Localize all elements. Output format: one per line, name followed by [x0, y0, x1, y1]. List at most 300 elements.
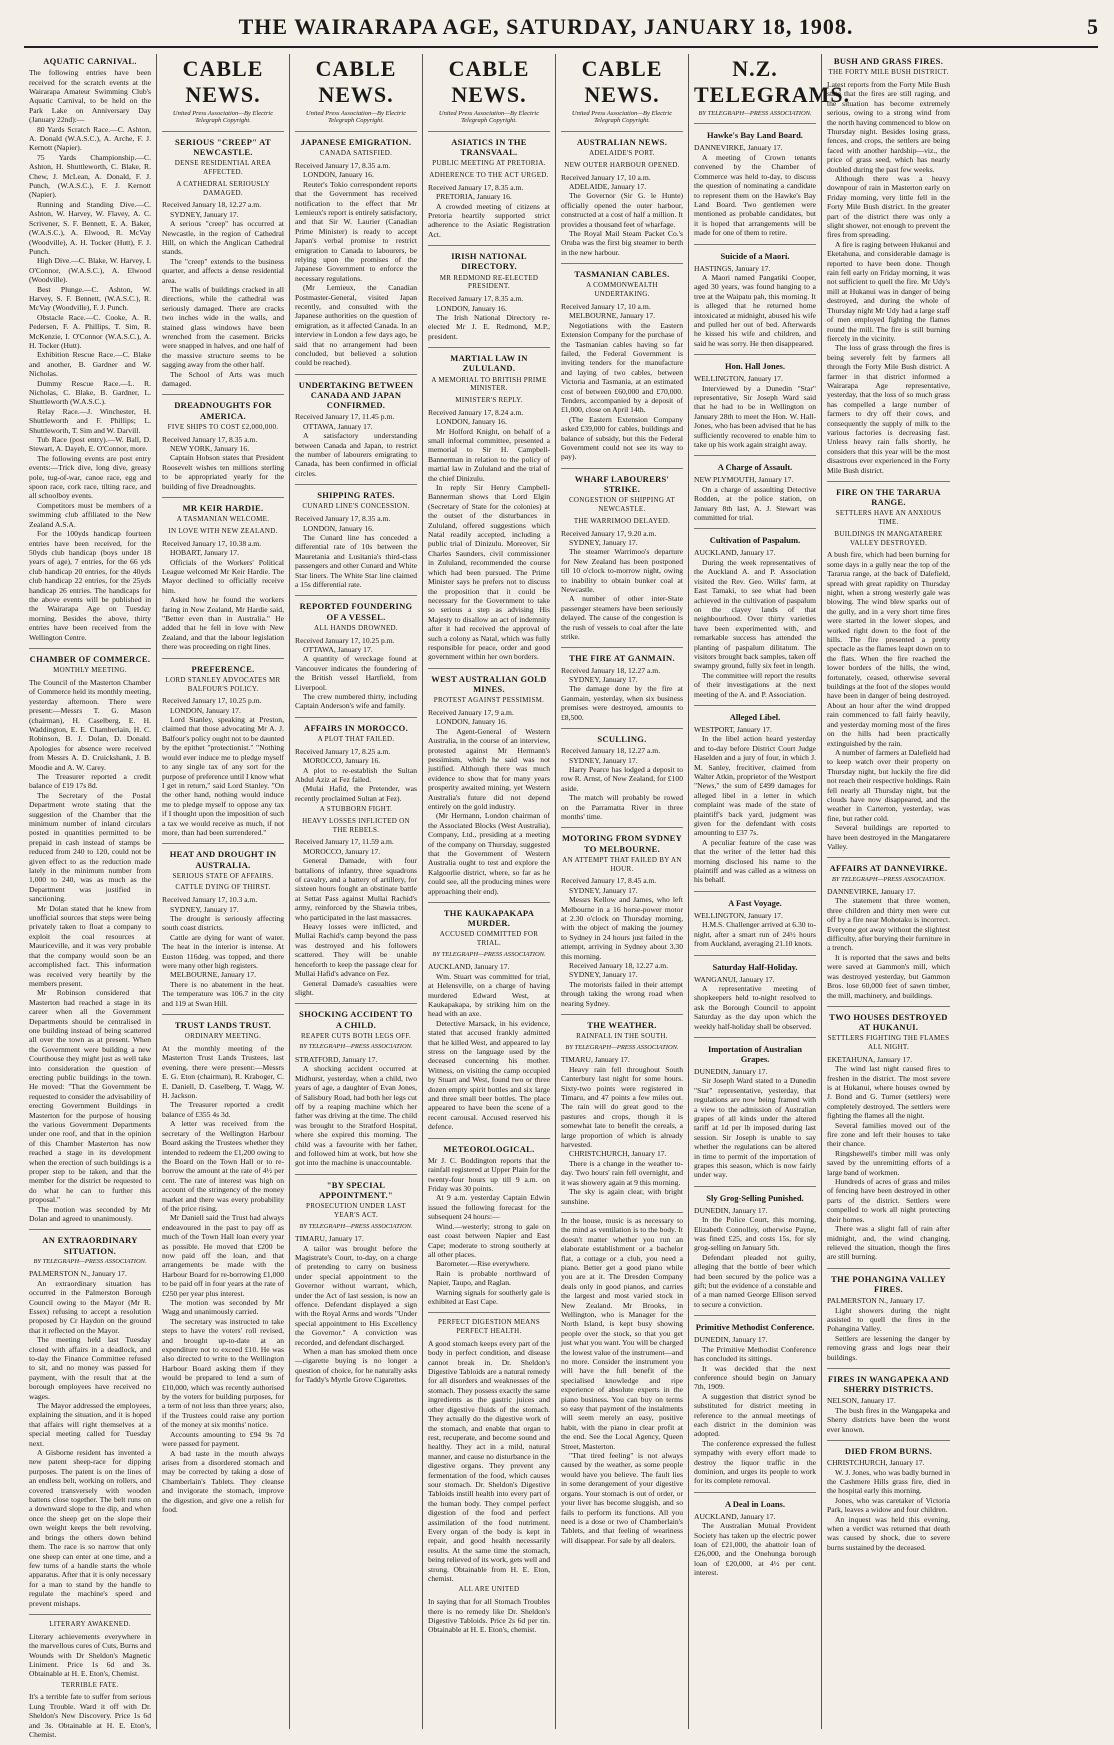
article-paragraph: Barometer.—Rise everywhere.: [436, 1259, 530, 1269]
article-canada-japan: [295, 374, 417, 478]
article-paragraph: The Primitive Methodist Conference has concluded its sittings.: [694, 1344, 816, 1364]
article-paragraph: (Mr Lemieux, the Canadian Postmaster-General, visited Japan recently, and consulted with the Japanese authorities on the question of emigration, as it affected Canada. In an interview in London a few days ago, he said that no arrangement had been concluded, but believed a solution could be reached).: [295, 283, 417, 368]
telegram-heading: Saturday Half-Holiday.: [712, 961, 798, 972]
dateline: Received January 17, 8.35 a.m.: [295, 514, 391, 524]
article-paragraph: The Royal Mail Steam Packet Co.'s Oruba was the first big steamer to berth in the new harbour.: [561, 229, 683, 257]
dateline: Received January 18, 12.27 a.m.: [162, 200, 262, 210]
article-paragraph: The following entries have been received for the scratch events at the Wairarapa Amateur Swimming Club's Aquatic Carnival, to be held on the Park Lake on Anniversary Day (January 22nd):—: [29, 68, 151, 125]
article-weather: [561, 1014, 683, 1206]
advertisements: [561, 1212, 683, 1545]
telegram-heading: Hon. Hall Jones.: [725, 361, 785, 372]
article-subheading: CUNARD LINE'S CONCESSION.: [302, 502, 410, 511]
article-wangapeka: [827, 1368, 950, 1434]
article-died-from-burns: [827, 1440, 950, 1552]
section-banner: CABLE NEWS.: [182, 56, 264, 107]
article-extraordinary-situation: [29, 1229, 151, 1607]
article-wharf-strike: [561, 468, 683, 642]
dateline: Received January 18, 12.27 a.m.: [561, 665, 661, 675]
telegram-assault: [694, 455, 816, 522]
telegram-fast-voyage: [694, 891, 816, 949]
article-paragraph: Warning signals for southerly gale is exhibited at East Cape.: [428, 1287, 550, 1306]
telegram-heading: Cultivation of Paspalum.: [709, 535, 801, 546]
article-paragraph: The match will probably be rowed on the Parramatta River in three months' time.: [561, 793, 683, 822]
dateline: STRATFORD, January 17.: [295, 1054, 378, 1064]
article-subheading: AN ATTEMPT THAT FAILED BY AN HOUR.: [562, 855, 682, 873]
telegram-methodist: [694, 1315, 816, 1486]
telegram-libel: [694, 705, 816, 885]
article-paragraph: A representative meeting of shopkeepers held to-night resolved to ask the Borough Council to appoint Saturday as the day upon which the weekly half-holiday shall be observed.: [694, 983, 816, 1031]
article-subheading: NEW OUTER HARBOUR OPENED.: [564, 160, 680, 169]
article-paragraph: The Cunard line has conceded a differential rate of 10s between the Mauretania and Lusitania's third-class passengers and other Cunard and White Star liners. The White Star line claimed a 15s differential rate.: [295, 532, 417, 589]
telegram-heading: A Charge of Assault.: [717, 462, 793, 473]
article-foundering: [295, 595, 417, 710]
article-paragraph: The following events are post entry events:—Trick dive, long dive, greasy pole, tug-of-war, canoe race, egg and spoon race, cork race, tilting race, and all schoolboy events.: [29, 453, 151, 501]
article-chamber-of-commerce: [29, 648, 151, 1224]
article-heading: SERIOUS "CREEP" AT NEWCASTLE.: [175, 136, 271, 158]
advertisements: [428, 1312, 550, 1634]
press-credit: BY TELEGRAPH—PRESS ASSOCIATION.: [565, 1043, 679, 1051]
article-paragraph: At 9 a.m. yesterday Captain Edwin issued the following forecast for the subsequent 24 hours:—: [428, 1193, 550, 1222]
article-preference: [162, 658, 284, 838]
article-subheading: IN LOVE WITH NEW ZEALAND.: [168, 526, 278, 535]
dateline: LONDON, January 16.: [436, 417, 507, 427]
article-paragraph: The motion was seconded by Mr Dolan and agreed to unanimously.: [29, 1204, 151, 1224]
dateline: CHRISTCHURCH, January 17.: [827, 1458, 925, 1468]
article-subheading: PROSECUTION UNDER LAST YEAR'S ACT.: [306, 1202, 406, 1219]
dateline: Received January 17, 8.35 a.m.: [428, 294, 524, 304]
article-paragraph: A tailor was brought before the Magistrate's Court, to-day, on a charge of pretending to carry on business under special appointment to the Governor without warrant, which, under the Act of last session, is now an offence. Defendant displayed a sign with the Royal Arms and words "Under special appointment to His Excellency the Governor." A conviction was recorded, and defendant discharged.: [295, 1243, 417, 1347]
article-heading: THE KAUKAPAKAPA MURDER.: [443, 908, 535, 929]
article-tararua-fire: [827, 481, 950, 851]
article-paragraph: Wm. Stuart was committed for trial, at Helensville, on a charge of having murdered Edward West, at Kaukapakapa, by striking him on the head with an axe.: [428, 971, 550, 1019]
article-zululand: [428, 347, 550, 662]
dateline: Received January 17, 8.35 a.m.: [162, 434, 258, 444]
article-heading: JAPANESE EMIGRATION.: [300, 136, 412, 147]
article-paragraph: In reply Sir Henry Campbell-Bannerman shows that Lord Elgin (Secretary of State for the colonies) at the outset of the disturbances in Zululand, offered suggestions which Natal readily accepted, including a public trial of Dinizulu. Moreover, Sir Charles Saunders, civil commissioner in Zululand, recommended the course which had been pursued. The Prime Minister says he prefers not to discuss the proposition that it could be necessary for the Government to take so serious a step as advising His Majesty to disallow an act of indemnity after it had received the approval of such a colony as Natal, which was fully responsible for peace, order and good government within her own borders.: [428, 483, 550, 662]
article-paragraph: A plot to re-establish the Sultan Abdul Aziz at Fez failed.: [295, 765, 417, 784]
telegram-heading: Suicide of a Maori.: [720, 250, 790, 261]
article-heading: BUSH AND GRASS FIRES.: [833, 56, 944, 66]
article-kaukapakapa-murder: [428, 902, 550, 1132]
article-heading: ASIATICS IN THE TRANSVAAL.: [451, 136, 527, 158]
article-heading: TWO HOUSES DESTROYED AT HUKANUI.: [829, 1011, 948, 1033]
article-paragraph: Lord Stanley, speaking at Preston, claimed that those advocating Mr A. J. Balfour's policy ought not to be daunted by the epithet "protectionist." "Nothing would ever induce me to pledge myself to any single tax of any sort for the purpose of preference until I know what I get in return," said Lord Stanley. "On the other hand, nothing would induce me to pledge myself to oppose any tax if I thought upon the imposition of such a tax we would receive as much, if not more, than had been surrendered.": [162, 715, 285, 837]
article-subheading: ACCUSED COMMITTED FOR TRIAL.: [439, 930, 539, 948]
article-paragraph: The loss of grass through the fires is being severely felt by farmers all through the Forty Mile Bush district. A farmer in that district informed a Wairarapa Age representative, yesterday, that the loss of so much grass has compelled a large number of farmers to dry off their cows, and consequently the supply of milk to the various factories is decreasing fast. Unless heavy rain falls shortly, he considers that this year will be the most disastrous ever experienced in the Forty Mile Bush district.: [827, 343, 950, 475]
article-newcastle-creep: [162, 131, 284, 389]
article-heat-drought: [162, 843, 284, 1008]
article-paragraph: Defendant pleaded not guilty, alleging that the bottle of beer which had been secured by the police was a gift; but the evidence of a constable and of a man named George Ellison served to secure a conviction.: [694, 1252, 816, 1309]
article-australian-news: [561, 131, 683, 257]
article-paragraph: It is reported that the saws and belts were saved at Gammon's mill, which was destroyed yesterday, but Gammon Bros. lose 60,000 feet of sawn timber, the mill, machinery, and buildings.: [827, 952, 950, 1000]
page-number: 5: [1087, 14, 1098, 39]
dateline: MELBOURNE, January 17.: [170, 970, 257, 980]
dateline: WELLINGTON, January 17.: [694, 910, 783, 920]
telegram-half-holiday: [694, 955, 816, 1031]
article-paragraph: The wind last night caused fires to freshen in the district. The most severe is at Hukanui, where houses owned by J. Bond and G. Turner (settlers) were completely destroyed. The settlers were fighting the flames all the night.: [827, 1064, 950, 1121]
dateline: Received January 17, 11.45 p.m.: [295, 412, 395, 422]
article-heading: AFFAIRS IN MOROCCO.: [304, 722, 408, 733]
dateline: SYDNEY, January 17.: [569, 755, 638, 765]
article-paragraph: Heavy rain fell throughout South Canterbury last night for some hours. Sixty-two points were registered in Timaru, and 47 points a few miles out. The rain will do great good to the pastures and crops, though it is somewhat late to benefit the cereals, a large proportion of which is already harvested.: [561, 1064, 683, 1150]
press-credit: BY TELEGRAPH—PRESS ASSOCIATION.: [299, 1043, 413, 1051]
article-paragraph: A number of farmers at Dalefield had to keep watch over their property on Thursday night, but luckily the fire did not reach their respective holdings. Rain fell nearly all Thursday night, but the clouds have now disappeared, and the weather in Carterton, yesterday, was fine, but rather cold.: [827, 747, 950, 823]
article-heading: TRUST LANDS TRUST.: [174, 1020, 272, 1031]
dateline: Received January 17, 8.25 a.m.: [295, 746, 391, 756]
dateline: PALMERSTON N., January 17.: [827, 1296, 925, 1306]
article-paragraph: The "creep" extends to the business quarter, and affects a dense residential area.: [162, 256, 284, 285]
article-paragraph: High Dive.—C. Blake, W. Harvey, I. O'Connor, (W.A.S.C.), A. Elwood (Woodville).: [29, 256, 151, 285]
dateline: DUNEDIN, January 17.: [694, 1335, 768, 1345]
article-paragraph: The Treasurer reported a credit balance of £355 4s 3d.: [162, 1100, 284, 1119]
article-subheading: CANADA SATISFIED.: [319, 149, 393, 158]
press-credit: BY TELEGRAPH—PRESS ASSOCIATION.: [698, 110, 812, 117]
dateline: PRETORIA, January 16.: [436, 192, 512, 202]
article-paragraph: At the monthly meeting of the Masterton Trust Lands Trustees, last evening, there were present:—Messrs E. G. Eton (chairman), R. Kraboger, C. E. Daniell, D. Caselberg, T. Wagg, W. H. Jackson.: [162, 1044, 284, 1101]
article-paragraph: For the 100yds handicap fourteen entries have been received, for the 50yds club handicap (boys under 18 years of age), 7 entries, for the 66 yds club handicap 20 entries, for the 40yds club handicap 22 entries, for the 25yds handicap 26 entries. The handicaps for the above events will be published in the Wairarapa Age on Tuesday morning. Besides the above, thirty entries have been received from the Wellington Centre.: [29, 529, 151, 642]
article-subheading: MINISTER'S REPLY.: [455, 396, 523, 405]
article-subheading: HEAVY LOSSES INFLICTED ON THE REBELS.: [302, 816, 410, 834]
dateline: CHRISTCHURCH, January 17.: [569, 1149, 667, 1159]
masthead-title: THE WAIRARAPA AGE, SATURDAY, JANUARY 18, 1908.: [238, 14, 854, 39]
dateline: SYDNEY, January 17.: [569, 885, 638, 895]
article-paragraph: Several buildings are reported to have been destroyed in the Mangatarere Valley.: [827, 823, 950, 851]
article-paragraph: Relay Race.—J. Winchester, H. Shuttleworth and F. Phillips; L. Shuttleworth, T. Sim and W. Darvill.: [29, 406, 151, 435]
article-paragraph: Cattle are dying for want of water. The heat in the interior is intense. At Euston 116deg. was topped, and there were many other high registers.: [162, 932, 284, 971]
article-paragraph: Wind.—westerly; strong to gale on east coast between Napier and East Cape; moderate to strong southerly at all other places.: [428, 1221, 550, 1259]
article-paragraph: A Gisborne resident has invented a new patent sheep-race for dipping purposes. The patent is on the lines of an endless belt, working on rollers, and covered transversely with wooden battens close together. The belt runs on a downward slope to the dip, and when once the sheep get on the slope their own weight keeps the belt revolving, and brings the others down behind them. The race is so narrow that only one sheep can enter at one time, and a few turns of a handle starts the whole apparatus. After that it is only necessary for a man to stand by the handle to regulate the machine's speed and prevent mishaps.: [29, 1448, 151, 1608]
article-paragraph: The sky is again clear, with bright sunshine.: [561, 1187, 683, 1206]
dateline: AUCKLAND, January 17.: [428, 962, 510, 972]
article-paragraph: The walls of buildings cracked in all directions, while the cathedral was seriously damaged. There are cracks two inches wide in the walls, and stained glass windows have been wrenched from the casement. Bricks were snapped in halves, and one half of the massive structure seems to be sagging away from the other half.: [162, 284, 284, 370]
article-paragraph: In the libel action heard yesterday and to-day before District Court Judge Haselden and a jury of four, in which J. M. Sanley, frecitiver, claimed from Walter Atkin, proprietor of the Westport "News," the sum of £499 damages for alleged libel in a letter in which complaint was made of the state of plaintiff's back yard, judgment was given for the defendant with costs amounting to £37 7s.: [694, 734, 816, 838]
article-dreadnoughts: [162, 394, 284, 491]
article-subheading: ORDINARY MEETING.: [184, 1032, 262, 1041]
telegram-grapes: [694, 1037, 816, 1180]
dateline: TIMARU, January 17.: [561, 1055, 630, 1065]
article-subheading: MONTHLY MEETING.: [53, 666, 127, 675]
article-paragraph: (Mr Hermann, London chairman of the Associated Blocks (West Australia), Company, Ltd., presiding at a meeting of the company on Thursday, suggested that the Government of Western Australia ought to test and explore the Kalgoorlie district, where, so far as he could see, all the producing mines were approaching their end).: [428, 811, 550, 896]
article-heading: WHARF LABOURERS' STRIKE.: [574, 473, 670, 495]
article-subheading: SETTLERS HAVE AN ANXIOUS TIME.: [835, 509, 942, 527]
dateline: WESTPORT, January 17.: [694, 724, 772, 734]
article-paragraph: The drought is seriously affecting south coast districts.: [162, 914, 284, 933]
dateline: Received January 17, 8.35 a.m.: [428, 182, 524, 192]
article-dannevirke: [827, 857, 950, 1000]
article-paragraph: The Secretary of the Postal Department wrote stating that the suggestion of the Chamber that the minimum number of inland circulars posted in quantities permitted to be prepaid in cash instead of stamps be reduced from 240 to 120, could not be given effect to as the reduction made lately in the minimum number from 1,000 to 240, was as much as the Department was justified in sanctioning.: [29, 790, 151, 904]
dateline: DUNEDIN, January 17.: [694, 1066, 768, 1076]
dateline: LONDON, January 16.: [436, 303, 507, 313]
article-subheading: LORD STANLEY ADVOCATES MR BALFOUR'S POLICY.: [165, 675, 281, 693]
dateline: Received January 17, 8.35 a.m.: [295, 160, 391, 170]
dateline: MOROCCO, January 17.: [303, 846, 381, 856]
article-paragraph: A quantity of wreckage found at Vancouver indicates the foundering of the British vessel Hartfield, from Liverpool.: [295, 654, 417, 692]
ad-text: "That tired feeling" is not always caused by the weather, as some people would have you believe. The fault lies in some derangement of your digestive organs. Your stomach is out of order, or your liver has become sluggish, and so fails to perform its functions. All you need is a dose or two of Chamberlain's Tablets, and that feeling of weariness will disappear. For sale by all dealers.: [561, 1451, 683, 1545]
article-heading: CHAMBER OF COMMERCE.: [29, 653, 151, 664]
article-paragraph: A Maori named Pangatiki Cooper, aged 30 years, was found hanging to a tree at the Waipatu pah, this morning. It is alleged that he returned home intoxicated at midnight, abused his wife and pulled her out of bed. Afterwards he kissed his wife and children, and said he was sorry. He then disappeared.: [694, 272, 816, 348]
article-hukanui: [827, 1006, 950, 1262]
article-paragraph: Messrs Kellow and James, who left Melbourne in a 16 horse-power motor at 2.30 o'clock on Thursday morning, with the object of making the journey to Sydney in 24 hours just failed in the attempt, arriving in Sydney about 3.30 this morning.: [561, 895, 683, 961]
article-paragraph: There is a change in the weather to-day. Two hours' rain fell overnight, and it was showery again at 9 this morning.: [561, 1158, 683, 1187]
article-paragraph: General Damade's casualties were slight.: [295, 978, 417, 997]
article-heading: REPORTED FOUNDERING OF A VESSEL.: [299, 601, 413, 622]
article-heading: IRISH NATIONAL DIRECTORY.: [451, 251, 527, 272]
advertisements: [29, 1614, 151, 1740]
dateline: LONDON, January 16.: [303, 523, 374, 533]
column-4: [423, 54, 556, 1729]
section-banner: CABLE NEWS.: [581, 56, 663, 107]
press-credit: BY TELEGRAPH—PRESS ASSOCIATION.: [33, 1257, 147, 1265]
dateline: SYDNEY, January 17.: [569, 674, 638, 684]
article-paragraph: The motion was seconded by Mr Wagg and unanimously carried.: [162, 1298, 284, 1317]
article-heading: SHOCKING ACCIDENT TO A CHILD.: [299, 1009, 413, 1030]
article-paragraph: The statement that three women, three children and thirty men were cut off by a fire near Mohotaku is incorrect. Everyone got away without the slightest difficulty, after burying their furniture in a trench.: [827, 896, 950, 953]
dateline: LONDON, January 16.: [436, 717, 507, 727]
press-credit: United Press Association—By Electric Telegraph Copyright.: [571, 110, 673, 125]
article-paragraph: Best Plunge.—C. Ashton, W. Harvey, S. F. Bennett, (W.A.S.C.), R. McVay (Woodville), F. J. Punch.: [29, 284, 151, 313]
dateline: AUCKLAND, January 17.: [694, 1511, 776, 1521]
article-subheading: A MEMORIAL TO BRITISH PRIME MINISTER.: [431, 375, 547, 393]
telegram-heading: Hawke's Bay Land Board.: [707, 130, 803, 141]
column-7: [822, 54, 955, 1729]
article-paragraph: Harry Pearce has lodged a deposit to row R. Arnst, of New Zealand, for £100 aside.: [561, 765, 683, 793]
dateline: SYDNEY, January 17.: [170, 904, 239, 914]
article-shocking-accident: [295, 1003, 417, 1167]
column-2: [157, 54, 290, 1729]
article-paragraph: (Mulai Hafid, the Pretender, was recently proclaimed Sultan at Fez).: [295, 784, 417, 803]
article-subheading: BUILDINGS IN MANGATARERE VALLEY DESTROYED.: [834, 529, 943, 547]
telegram-heading: Importation of Australian Grapes.: [708, 1043, 802, 1064]
article-paragraph: Several families moved out of the fire zone and left their houses to take their chance.: [827, 1120, 950, 1149]
article-ganmain-fire: [561, 647, 683, 722]
ad-text: A good stomach keeps every part of the body in perfect condition, and disease cannot break in. Dr. Sheldon's Digestive Tabloids are a natural remedy for all disorders and weaknesses of the stomach. They possess exactly the same ingredients as the gastric juices and other digestive fluids of the stomach. They actually do the digestive work of the stomach, and enable that organ to rest, recuperate, and become sound and healthy. They act in a mild, natural manner, and cause no disturbance in the digestive organs. They prevent any fermentation of the food, which causes sour stomach. Dr. Sheldon's Digestive Tabloids instill health into every part of the human body. They compel perfect digestion of the food and perfect assimilation of the food nutriment. Every organ of the body is kept in repair, and good health necessarily results. At the same time the stomach, being relieved of its work, gets well and strong. Obtainable from H. E. Eton, chemist.: [428, 1338, 550, 1583]
dateline: Received January 17, 10.3 a.m.: [162, 895, 258, 905]
column-5: [556, 54, 689, 1729]
article-paragraph: The committee will report the results of their investigations at the next meeting of the A. and P. Association.: [694, 670, 816, 699]
telegram-heading: Primitive Methodist Conference.: [695, 1322, 815, 1333]
dateline: ADELAIDE, January 17.: [569, 182, 647, 192]
article-paragraph: An extraordinary situation has occurred in the Palmerston Borough Council owing to the Mayor (Mr R. Essex) refusing to accept a resolution proposed by Cr Haydon on the ground that it reflected on the Mayor.: [29, 1278, 151, 1335]
dateline: Received January 18, 12.27 a.m.: [561, 746, 661, 756]
dateline: DANNEVIRKE, January 17.: [827, 887, 916, 897]
article-paragraph: The meeting held last Tuesday closed with affairs in a deadlock, and to-day the Finance Committee refused to sit, and no money was passed for payment, with the result that at the borough employees have received no wages.: [29, 1335, 151, 1401]
dateline: Received January 18, 12.27 a.m.: [569, 960, 669, 970]
article-paragraph: W. J. Jones, who was badly burned in the Cashmere Hills grass fire, died in the hospital early this morning.: [827, 1467, 950, 1496]
article-paragraph: A bush fire, which had been burning for some days in a gully near the top of the Tararua range, at the back of Dalefield, spread with great rapidity on Thursday night, when a strong westerly gale was blowing. The wind blew sparks out of the gully, and in a very short time fires were started in the lower slopes, and worked right down to the foot of the hills. The fire presented a pretty spectacle as the flames leapt down on to the flats. When the fire reached the lower borders of the hills, the wind, fortunately, ceased, otherwise several buildings at the foot of the slopes would have been in danger of being destroyed. About an hour after the wind dropped rain commenced to fall fairly heavily, and yesterday morning most of the fires on the hills had been practically extinguished by the rain.: [827, 550, 950, 748]
telegram-hawkes-bay: [694, 123, 816, 237]
article-paragraph: Light showers during the night assisted to quell the fires in the Pohangina Valley.: [827, 1305, 950, 1334]
article-heading: SCULLING.: [597, 734, 647, 744]
telegram-suicide: [694, 244, 816, 349]
article-subheading: A PLOT THAT FAILED.: [317, 734, 395, 743]
article-paragraph: Interviewed by a Dunedin "Star" representative, Sir Joseph Ward said that he had to be in Wellington on January 28th to meet the Hon. W. Hall-Jones, who has been advised that he has sufficiently recovered to enable him to take up his work again straight away.: [694, 383, 816, 450]
article-paragraph: During the week representatives of the Auckland A. and P. Association visited the Rev. Geo. Wilks' farm, at East Tamaki, to see what had been achieved in the cultivation of paspalum on the clayey lands of that neighbourhood. Over thirty varieties have been experimented with, and remarkable success has attended the planting of paspalum dilitatum. The visitors brought back samples, taken off swampy ground, fully six feet in length.: [694, 557, 816, 671]
ad-heading: PERFECT DIGESTION MEANS PERFECT HEALTH.: [437, 1318, 541, 1336]
press-credit: BY TELEGRAPH—PRESS ASSOCIATION.: [299, 1222, 413, 1230]
column-3: [290, 54, 423, 1729]
article-aquatic-carnival: [29, 56, 151, 642]
article-subheading: DENSE RESIDENTIAL AREA AFFECTED.: [174, 159, 272, 177]
dateline: Received January 17, 9.20 a.m.: [561, 528, 657, 538]
article-heading: DIED FROM BURNS.: [844, 1445, 933, 1456]
dateline: OTTAWA, January 17.: [303, 421, 373, 431]
article-paragraph: 75 Yards Championship.—C. Ashton, H. Shuttleworth, C. Blake, R. Chew, J. McLean, A. Donald, F. J. Punch, (W.A.S.C.), F. J. Kernott (Napier).: [29, 152, 151, 200]
article-wa-gold-mines: [428, 668, 550, 896]
ad-heading: ALL ARE UNITED: [458, 1585, 520, 1594]
dateline: Received January 17, 8.24 a.m.: [428, 407, 524, 417]
article-asiatics-transvaal: [428, 131, 550, 239]
dateline: SYDNEY, January 17.: [569, 537, 638, 547]
dateline: DUNEDIN, January 17.: [694, 1205, 768, 1215]
dateline: Received January 17, 9 a.m.: [428, 707, 514, 717]
dateline: EKETAHUNA, January 17.: [827, 1054, 913, 1064]
article-paragraph: A meeting of Crown tenants convened by the Chamber of Commerce was held to-day, to discuss the question of nominating a candidate to represent them on the Hawke's Bay Land Board. Two gentlemen were mentioned as probable candidates, but it is hoped that arrangements will be made for one of them to retire.: [694, 152, 816, 238]
article-paragraph: Negotiations with the Eastern Extension Company for the purchase of the Tasmanian cables having so far failed, the Federal Government is inviting tenders for the manufacture and laying of two cables, between Victoria and Tasmania, at an estimated cost of between £60,000 and £70,000. Tenders, accompanied by a deposit of £1,000, close on April 14th.: [561, 320, 683, 415]
article-japanese-emigration: [295, 131, 417, 368]
dateline: Received January 17, 11.59 a.m.: [295, 837, 394, 847]
dateline: SYDNEY, January 17.: [569, 970, 638, 980]
telegram-heading: Sly Grog-Selling Punished.: [706, 1192, 804, 1203]
article-paragraph: Captain Hobson states that President Roosevelt wishes ten millions sterling to be appropriated yearly for the building of five Dreadnoughts.: [162, 453, 284, 491]
article-paragraph: The Agent-General of Western Australia, in the course of an interview, protested against Mr Hermann's pessimism, which he said was not justified. Although there was much evidence to show that for many years prosperity awaited mining, yet Western Australia's future did not depend entirely on the gold industry.: [428, 726, 550, 811]
article-paragraph: Mr J. C. Boddington reports that the rainfall registered at Upper Plain for the twenty-four hours up till 9 a.m. on Friday was 30 points.: [428, 1155, 550, 1194]
article-subheading: A COMMONWEALTH UNDERTAKING.: [586, 281, 658, 299]
article-subheading: A CATHEDRAL SERIOUSLY DAMAGED.: [176, 179, 270, 197]
masthead: [24, 14, 1098, 48]
article-paragraph: Ringshewell's timber mill was only saved by the unremitting efforts of a large band of workmen.: [827, 1148, 950, 1177]
article-paragraph: A fire is raging between Hukanui and Eketahuna, and considerable damage is reported to have been done. Though rain fell early on Friday morning, it was not sufficient to quell the fire. Mr Udy's mill at Hukanui was in danger of being destroyed, and during the whole of Thursday night Mr Udy had a large staff of men employed fighting the flames round the mill. The fire is still burning fiercely in the vicinity.: [827, 239, 950, 343]
dateline: DANNEVIRKE, January 17.: [694, 143, 783, 153]
dateline: NEW PLYMOUTH, January 17.: [694, 475, 794, 485]
article-paragraph: The motorists failed in their attempt through taking the wrong road when nearing Sydney.: [561, 979, 683, 1008]
article-morocco: [295, 717, 417, 998]
ad-heading: TERRIBLE FATE.: [61, 1680, 119, 1689]
article-tasmanian-cables: [561, 263, 683, 462]
article-paragraph: Exhibition Rescue Race.—C. Blake and another, B. Gardner and W. Nicholas.: [29, 350, 151, 379]
dateline: NELSON, January 17.: [827, 1396, 896, 1406]
telegram-sly-grog: [694, 1186, 816, 1309]
dateline: Received January 17, 10.25 p.m.: [162, 696, 262, 706]
article-irish-directory: [428, 245, 550, 341]
article-paragraph: H.M.S. Challenger arrived at 6.30 to-night, after a smart run of 24½ hours from Auckland, averaging 21.10 knots.: [694, 920, 816, 949]
ad-text: In the house, music is as necessary to the mind as ventilation is to the body. It doesn't matter whether you run an elaborate establishment or a bachelor flat, a cottage or a club, you need a piano. Better get a good piano while you are at it. The Dresden Company deals only in good pianos, and carries the largest and most varied stock in New Zealand. Mr Brooks, in Wellington, who is Manager for the North Island, is kept busy showing people over the stock, so that you get just what you want. You will be charged the lowest value of the instrument—and no more. Consider the instrument you will have the full benefit of the specialised knowledge and ripe experience of absolute experts in the piano business. You can buy on terms so easy that payment of the instalments will seem merely an easy, positive habit, with the piano in clear profit at the end. See the Local Agency, Queen Street, Masterton.: [561, 1215, 683, 1451]
article-heading: DREADNOUGHTS FOR AMERICA.: [174, 400, 272, 421]
section-banner: CABLE NEWS.: [448, 56, 530, 107]
dateline: HOBART, January 17.: [170, 548, 240, 558]
article-paragraph: Accounts amounting to £94 9s 7d were passed for payment.: [162, 1429, 284, 1449]
article-paragraph: Hundreds of acres of grass and miles of fencing have been destroyed in other parts of the district. Settlers were compelled to work all night protecting their homes.: [827, 1177, 950, 1224]
article-subheading: SETTLERS FIGHTING THE FLAMES ALL NIGHT.: [827, 1034, 950, 1052]
telegram-heading: A Deal in Loans.: [725, 1498, 785, 1509]
article-heading: THE POHANGINA VALLEY FIRES.: [831, 1273, 946, 1294]
dateline: OTTAWA, January 17.: [303, 644, 373, 654]
article-special-appointment: [295, 1174, 417, 1385]
article-heading: "BY SPECIAL APPOINTMENT.": [319, 1179, 393, 1200]
dateline: Received January 17, 10.38 a.m.: [162, 538, 262, 548]
article-paragraph: Rain is probable northward of Napier, Taupo, and Raglan.: [428, 1268, 550, 1288]
article-subheading: REAPER CUTS BOTH LEGS OFF.: [300, 1031, 412, 1040]
article-heading: AQUATIC CARNIVAL.: [43, 56, 137, 66]
article-paragraph: In the Police Court, this morning, Elizabeth Connolley, otherwise Payne, was fined £25, and costs 15s, for sly grog-selling on January 5th.: [694, 1215, 816, 1253]
article-paragraph: Running and Standing Dive.—C. Ashton, W. Harvey, W. Flavey, A. C. Scrivener, S. F. Bennett, E. A. Baker, (W.A.S.C.), A. Elwood, R. McVay (Woodville), A. H. Tocker (Hutt), F. J. Punch.: [29, 199, 151, 256]
article-heading: AN EXTRAORDINARY SITUATION.: [42, 1235, 138, 1256]
article-paragraph: Dummy Rescue Race.—L. R. Nicholas, C. Blake, B. Gardner, L. Shuttleworth (W.A.S.C.).: [29, 378, 151, 407]
article-paragraph: Reuter's Tokio correspondent reports that the Government has received notification to the effect that Mr Lemieux's report is entirely satisfactory, and that Sir W. Laurier (Canadian Prime Minister) is ready to accept Japan's verbal promise to restrict emigration to Canada to labourers, be relying upon the promises of the Japanese Government to enforce the necessary regulations.: [295, 179, 417, 283]
article-shipping-rates: [295, 484, 417, 589]
dateline: Received January 17, 10 a.m.: [561, 301, 651, 311]
article-subheading: RAINFALL IN THE SOUTH.: [576, 1032, 668, 1041]
dateline: SYDNEY, January 17.: [170, 209, 239, 219]
telegram-heading: A Fast Voyage.: [728, 897, 782, 908]
article-paragraph: Obstacle Race.—C. Cooke, A. R. Pedersen, F. A. Phillips, T. Sim, R. McKenzie, I. O'Connor (W.A.S.C.), A. H. Tocker (Hutt).: [29, 312, 151, 350]
article-paragraph: The Treasurer reported a credit balance of £19 17s 8d.: [29, 771, 151, 791]
article-paragraph: General Damade, with four battalions of infantry, three squadrons of cavalry, and a battery of artillery, for sixteen hours fought an obstinate battle at Settat Pass against Mullai Rachid's army, reinforced by the Shawia tribes, who participated in the last massacres.: [295, 856, 417, 922]
article-heading: FIRES IN WANGAPEKA AND SHERRY DISTRICTS.: [828, 1373, 949, 1395]
telegram-paspalum: [694, 528, 816, 699]
dateline: PALMERSTON N., January 17.: [29, 1269, 127, 1279]
article-paragraph: A number of other inter-State passenger steamers have been seriously delayed. The cause of the congestion is the rush of vessels to coal after the late strike.: [561, 594, 683, 641]
article-subheading: A STUBBORN FIGHT.: [319, 805, 393, 814]
article-heading: AUSTRALIAN NEWS.: [576, 136, 668, 147]
article-paragraph: There was a slight fall of rain after midnight, and, the wind changing, relieved the situation, though the fires are still burning.: [827, 1224, 950, 1262]
article-paragraph: Heavy losses were inflicted, and Mullai Rachid's camp beyond the pass was destroyed and his followers scattered. They will be unable henceforth to keep the passage clear for Mullai Hafid's advance on Fez.: [295, 922, 417, 979]
article-paragraph: There is no abatement in the heat. The temperature was 106.7 in the city and 119 at Swan Hill.: [162, 979, 284, 1008]
article-paragraph: The conference expressed the fullest sympathy with every effort made to destroy the liquor traffic in the dominion, and urges its people to work for its complete removal.: [694, 1438, 816, 1486]
press-credit: United Press Association—By Electric Telegraph Copyright.: [305, 110, 407, 125]
article-sculling: [561, 728, 683, 821]
article-subheading: CATTLE DYING OF THIRST.: [175, 883, 271, 892]
column-1: [24, 54, 157, 1740]
article-paragraph: Mr Holford Knight, on behalf of a small informal committee, presented a memorial to Sir H. Campbell-Bannerman in relation to the policy of martial law in Zululand and the trial of the chief Dinizulu.: [428, 426, 550, 483]
article-pohangina: [827, 1268, 950, 1362]
dateline: NEW YORK, January 16.: [170, 443, 250, 453]
article-paragraph: (The Eastern Extension Company asked £39,000 for cables, buildings and balance of subsidy, but this the Federal Government could not see its way to pay).: [561, 414, 683, 462]
article-paragraph: Asked how he found the workers faring in New Zealand, Mr Hardie said, "Better even than in Australia." He added that he fell in love with New Zealand, and that the labour legislation there was proceeding on right lines.: [162, 595, 284, 652]
dateline: TIMARU, January 17.: [295, 1234, 364, 1244]
article-paragraph: Jones, who was caretaker of Victoria Park, leaves a widow and four children.: [827, 1495, 950, 1515]
article-meteorological: [428, 1138, 550, 1307]
article-paragraph: The Irish National Directory re-elected Mr J. E. Redmond, M.P., president.: [428, 312, 550, 341]
article-heading: WEST AUSTRALIAN GOLD MINES.: [431, 673, 547, 694]
article-heading: MARTIAL LAW IN ZULULAND.: [450, 353, 528, 374]
press-credit: BY TELEGRAPH—PRESS ASSOCIATION.: [432, 950, 546, 958]
dateline: Received January 17, 8.45 a.m.: [561, 876, 657, 886]
article-paragraph: The crew numbered thirty, including Captain Anderson's wife and family.: [295, 691, 417, 711]
article-keir-hardie: [162, 497, 284, 652]
article-subheading: THE WARRIMOO DELAYED.: [573, 516, 671, 525]
article-paragraph: The Governor (Sir G. le Hunte) officially opened the outer harbour, constructed at a cost of half a million. It provides a thousand feet of wharfage.: [561, 191, 683, 229]
press-credit: United Press Association—By Electric Telegraph Copyright.: [172, 110, 274, 125]
section-banner: N.Z. TELEGRAMS.: [694, 56, 851, 107]
dateline: Received January 17, 10.25 p.m.: [295, 635, 395, 645]
telegram-hall-jones: [694, 354, 816, 449]
dateline: AUCKLAND, January 17.: [694, 548, 776, 558]
article-paragraph: An inquest was held this evening, when a verdict was returned that death was caused by shock, due to severe burns sustained by the deceased.: [827, 1514, 950, 1552]
article-paragraph: The Council of the Masterton Chamber of Commerce held its monthly meeting, yesterday afternoon. There were present:—Messrs T. G. Mason (chairman), H. Caselberg, E. H. Waddington, E. E. Chamberlain, H. C. Robinson, B. J. Dolan, D. Donald. Apologies for absence were received from Messrs A. D. Cruickshank, J. B. Moodie and A. W. Carey.: [29, 677, 151, 772]
dateline: WELLINGTON, January 17.: [694, 374, 783, 384]
dateline: HASTINGS, January 17.: [694, 263, 771, 273]
article-heading: THE WEATHER.: [587, 1020, 657, 1030]
article-paragraph: A suggestion that district synod be substituted for district meeting in reference to the annual meetings of each district in the dominion was adopted.: [694, 1391, 816, 1439]
dateline: WANGANUI, January 17.: [694, 974, 775, 984]
article-heading: PREFERENCE.: [191, 663, 255, 674]
article-subheading: FIVE SHIPS TO COST £2,000,000.: [167, 422, 279, 431]
article-paragraph: The School of Arts was much damaged.: [162, 369, 284, 389]
ad-heading: LITERARY AWAKENED.: [49, 1619, 131, 1628]
article-subheading: MR REDMOND RE-ELECTED PRESIDENT.: [439, 273, 539, 291]
article-paragraph: Settlers are lessening the danger by removing grass and logs near their buildings.: [827, 1333, 950, 1362]
article-subheading: ADHERENCE TO THE ACT URGED.: [429, 171, 549, 180]
